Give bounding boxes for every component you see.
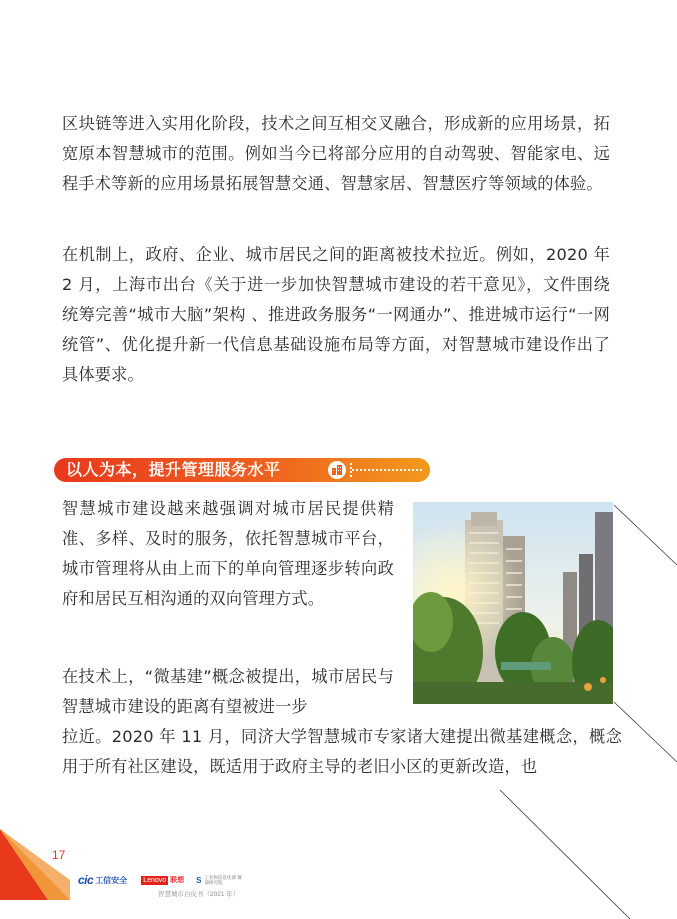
org-name: 工业和信息化部 赛迪研究院 bbox=[204, 875, 242, 885]
section-header bbox=[54, 458, 430, 482]
header-dotted-line bbox=[352, 469, 422, 473]
paragraph-micro-infra: 在技术上，“微基建”概念被提出，城市居民与智慧城市建设的距离有望被进一步 bbox=[62, 667, 394, 716]
paragraph-blockchain: 区块链等进入实用化阶段，技术之间互相交叉融合，形成新的应用场景，拓宽原本智慧城市的范围。例如当今已将部分应用的自动驾驶、智能家电、远程手术等新的应用场景拓展智慧交通、智慧家居、智慧医疗等领域的体验。 bbox=[62, 114, 610, 193]
paragraph-micro-infra-continued: 拉近。2020 年 11 月，同济大学智慧城市专家诸大建提出微基建概念，概念用于所有社区建设，既适用于政府主导的老旧小区的更新改造，也 bbox=[62, 727, 622, 776]
page-number: 17 bbox=[52, 848, 66, 862]
footer-logos bbox=[78, 872, 245, 888]
footer-caption: 智慧城市白皮书（2021 年） bbox=[158, 891, 240, 898]
paragraph-mechanism: 在机制上，政府、企业、城市居民之间的距离被技术拉近。例如，2020 年 2 月，上海市出台《关于进一步加快智慧城市建设的若干意见》，文件围绕统筹完善“城市大脑”架构 、推进政务服务“一网通办”、推进城市运行“一网统管”、优化提升新一代信息基础设施布局等方面，对智慧城市建设作出了具体要求。 bbox=[62, 245, 610, 384]
lenovo-name: 联想 bbox=[170, 877, 185, 884]
cic-logo: cic bbox=[78, 873, 94, 887]
section-title: 以人为本，提升管理服务水平 bbox=[66, 460, 281, 479]
lenovo-logo: Lenovo bbox=[143, 876, 167, 884]
cic-name: 工信安全 bbox=[95, 875, 128, 885]
city-building-icon bbox=[328, 461, 346, 479]
paragraph-services: 智慧城市建设越来越强调对城市居民提供精准、多样、及时的服务，依托智慧城市平台，城市管理将从由上而下的单向管理逐步转向政府和居民互相沟通的双向管理方式。 bbox=[62, 499, 394, 608]
org-logo: S bbox=[196, 875, 202, 885]
city-skyline-photo bbox=[413, 502, 613, 704]
